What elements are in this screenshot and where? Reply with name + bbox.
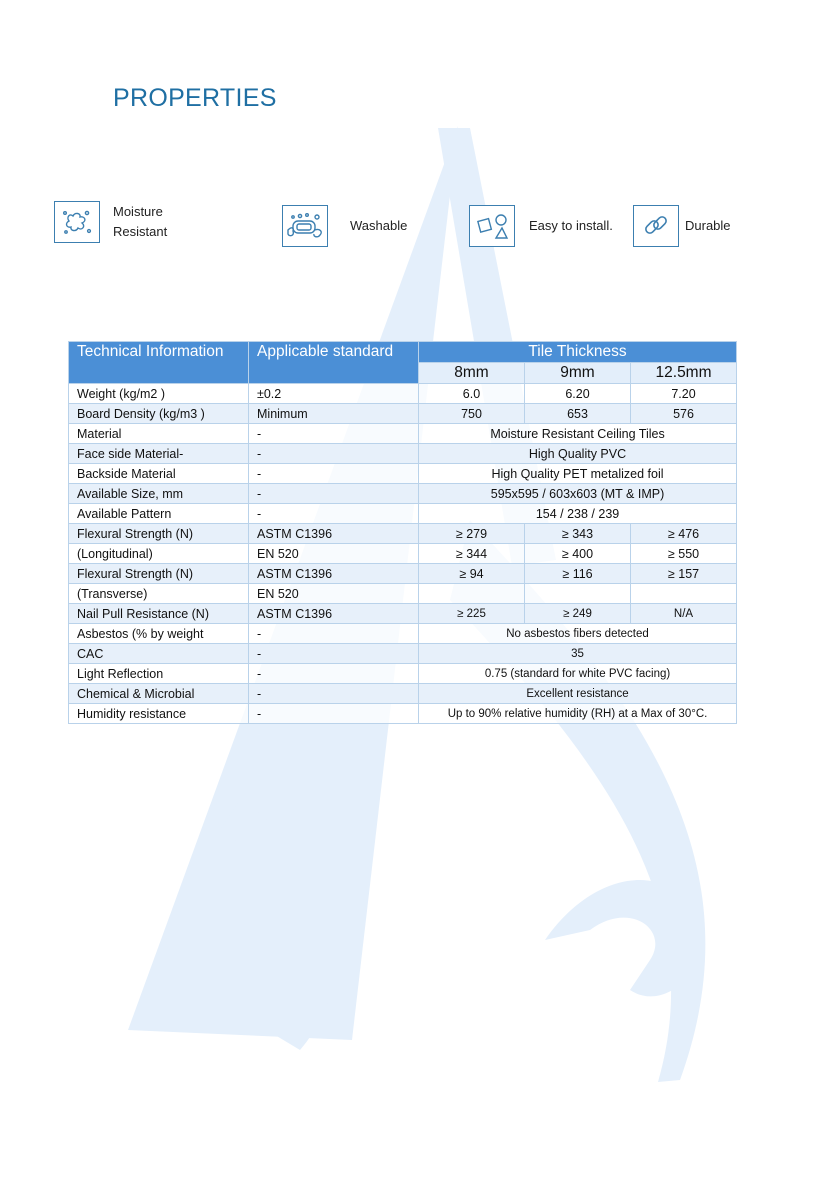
table-row <box>69 704 737 724</box>
table-row <box>69 444 737 464</box>
value-9mm: 6.20 <box>525 384 631 404</box>
value-all: Up to 90% relative humidity (RH) at a Max of 30°C. <box>419 704 737 724</box>
standard-cell: EN 520 <box>249 544 419 564</box>
standard-cell: - <box>249 704 419 724</box>
table-row <box>69 604 737 624</box>
property-cell: Available Pattern <box>69 504 249 524</box>
property-cell: CAC <box>69 644 249 664</box>
value-all: High Quality PET metalized foil <box>419 464 737 484</box>
property-cell: Board Density (kg/m3 ) <box>69 404 249 424</box>
value-8mm: 6.0 <box>419 384 525 404</box>
standard-cell: - <box>249 464 419 484</box>
header-9mm: 9mm <box>525 363 631 384</box>
value-12-5mm <box>631 584 737 604</box>
feature-label: Moisture Resistant <box>113 204 168 239</box>
property-cell: Light Reflection <box>69 664 249 684</box>
feature-washable <box>282 205 407 247</box>
value-all: Moisture Resistant Ceiling Tiles <box>419 424 737 444</box>
property-cell: Nail Pull Resistance (N) <box>69 604 249 624</box>
feature-label: Easy to install. <box>529 218 613 233</box>
value-all: Excellent resistance <box>419 684 737 704</box>
shapes-icon <box>469 205 515 247</box>
chain-link-icon <box>633 205 679 247</box>
table-row <box>69 644 737 664</box>
standard-cell: - <box>249 684 419 704</box>
washing-icon <box>282 205 328 247</box>
feature-label: Durable <box>685 218 731 233</box>
standard-cell: ASTM C1396 <box>249 564 419 584</box>
value-12-5mm: N/A <box>631 604 737 624</box>
property-cell: Humidity resistance <box>69 704 249 724</box>
property-cell: Weight (kg/m2 ) <box>69 384 249 404</box>
value-8mm: ≥ 344 <box>419 544 525 564</box>
value-9mm: ≥ 249 <box>525 604 631 624</box>
table-row <box>69 624 737 644</box>
property-cell: (Transverse) <box>69 584 249 604</box>
table-row <box>69 504 737 524</box>
value-9mm: 653 <box>525 404 631 424</box>
table-row <box>69 384 737 404</box>
value-all: 595x595 / 603x603 (MT & IMP) <box>419 484 737 504</box>
table-row <box>69 424 737 444</box>
page-title: PROPERTIES <box>113 84 277 112</box>
value-9mm: ≥ 343 <box>525 524 631 544</box>
value-12-5mm: ≥ 476 <box>631 524 737 544</box>
header-tile-thickness: Tile Thickness <box>419 342 737 363</box>
standard-cell: Minimum <box>249 404 419 424</box>
feature-moisture-resistant <box>54 201 193 243</box>
property-cell: Face side Material- <box>69 444 249 464</box>
value-12-5mm: ≥ 550 <box>631 544 737 564</box>
standard-cell: - <box>249 484 419 504</box>
value-8mm: ≥ 279 <box>419 524 525 544</box>
table-row <box>69 404 737 424</box>
property-cell: Material <box>69 424 249 444</box>
header-12-5mm: 12.5mm <box>631 363 737 384</box>
splash-icon <box>54 201 100 243</box>
header-8mm: 8mm <box>419 363 525 384</box>
property-cell: Chemical & Microbial <box>69 684 249 704</box>
header-technical-information: Technical Information <box>69 342 249 384</box>
standard-cell: - <box>249 444 419 464</box>
standard-cell: - <box>249 504 419 524</box>
value-all: 35 <box>419 644 737 664</box>
value-12-5mm: 576 <box>631 404 737 424</box>
table-row <box>69 684 737 704</box>
value-8mm <box>419 584 525 604</box>
value-12-5mm: ≥ 157 <box>631 564 737 584</box>
property-cell: Available Size, mm <box>69 484 249 504</box>
table-row <box>69 584 737 604</box>
table-row <box>69 524 737 544</box>
value-8mm: ≥ 225 <box>419 604 525 624</box>
standard-cell: - <box>249 424 419 444</box>
value-12-5mm: 7.20 <box>631 384 737 404</box>
standard-cell: ±0.2 <box>249 384 419 404</box>
property-cell: Backside Material <box>69 464 249 484</box>
feature-easy-to-install <box>469 205 613 247</box>
standard-cell: - <box>249 624 419 644</box>
header-applicable-standard: Applicable standard <box>249 342 419 384</box>
value-9mm <box>525 584 631 604</box>
table-row <box>69 664 737 684</box>
technical-info-table <box>68 341 737 724</box>
value-8mm: 750 <box>419 404 525 424</box>
property-cell: Flexural Strength (N) <box>69 524 249 544</box>
standard-cell: EN 520 <box>249 584 419 604</box>
value-9mm: ≥ 116 <box>525 564 631 584</box>
property-cell: (Longitudinal) <box>69 544 249 564</box>
property-cell: Asbestos (% by weight <box>69 624 249 644</box>
value-all: 154 / 238 / 239 <box>419 504 737 524</box>
property-cell: Flexural Strength (N) <box>69 564 249 584</box>
table-row <box>69 464 737 484</box>
value-all: No asbestos fibers detected <box>419 624 737 644</box>
feature-durable <box>633 205 731 247</box>
standard-cell: - <box>249 644 419 664</box>
value-9mm: ≥ 400 <box>525 544 631 564</box>
feature-label: Washable <box>350 218 408 233</box>
standard-cell: ASTM C1396 <box>249 604 419 624</box>
standard-cell: ASTM C1396 <box>249 524 419 544</box>
table-row <box>69 564 737 584</box>
value-8mm: ≥ 94 <box>419 564 525 584</box>
value-all: 0.75 (standard for white PVC facing) <box>419 664 737 684</box>
table-row <box>69 544 737 564</box>
standard-cell: - <box>249 664 419 684</box>
table-row <box>69 484 737 504</box>
value-all: High Quality PVC <box>419 444 737 464</box>
